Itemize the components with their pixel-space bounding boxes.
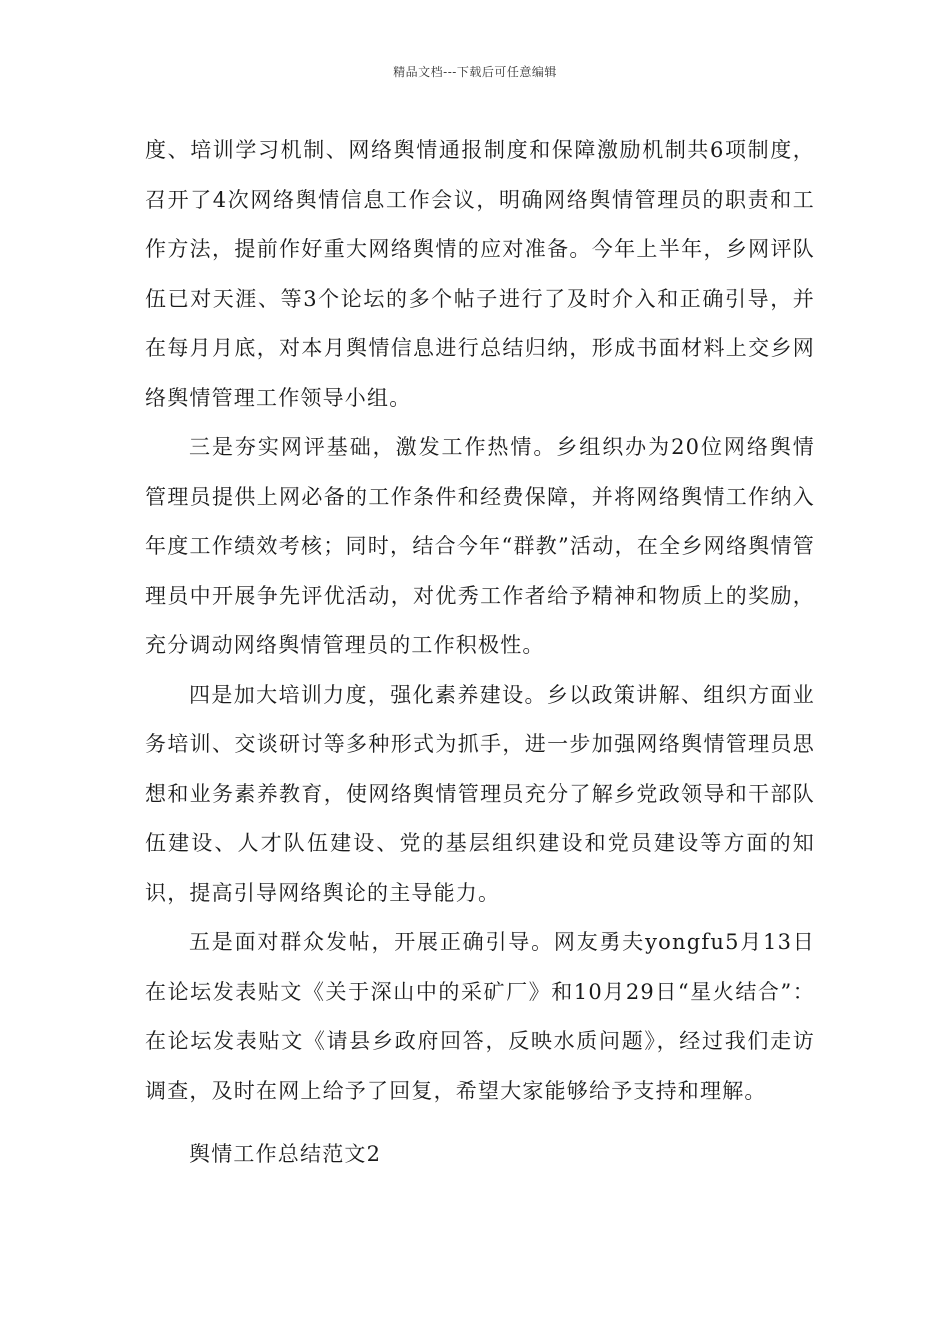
paragraph-continuation: 度、培训学习机制、网络舆情通报制度和保障激励机制共6项制度，召开了4次网络舆情信息工作会议，明确网络舆情管理员的职责和工作方法，提前作好重大网络舆情的应对准备。今年上半年，乡网评队伍已对天涯、等3个论坛的多个帖子进行了及时介入和正确引导，并在每月月底，对本月舆情信息进行总结归纳，形成书面材料上交乡网络舆情管理工作领导小组。 [145, 138, 815, 410]
paragraph-item-three: 三是夯实网评基础，激发工作热情。乡组织办为20位网络舆情管理员提供上网必备的工作条件和经费保障，并将网络舆情工作纳入年度工作绩效考核；同时，结合今年“群教”活动，在全乡网络舆情管理员中开展争先评优活动，对优秀工作者给予精神和物质上的奖励，充分调动网络舆情管理员的工作积极性。 [145, 435, 815, 657]
paragraph-item-four: 四是加大培训力度，强化素养建设。乡以政策讲解、组织方面业务培训、交谈研讨等多种形式为抓手，进一步加强网络舆情管理员思想和业务素养教育，使网络舆情管理员充分了解乡党政领导和干部队伍建设、人才队伍建设、党的基层组织建设和党员建设等方面的知识，提高引导网络舆论的主导能力。 [145, 682, 815, 905]
paragraph-item-five: 五是面对群众发帖，开展正确引导。网友勇夫yongfu5月13日在论坛发表贴文《关于深山中的采矿厂》和10月29日“星火结合”：在论坛发表贴文《请县乡政府回答，反映水质问题》，经过我们走访调查，及时在网上给予了回复，希望大家能够给予支持和理解。 [145, 930, 815, 1103]
section-title: 舆情工作总结范文2 [189, 1142, 382, 1166]
page-header: 精品文档---下载后可任意编辑 [393, 65, 557, 79]
document-body [145, 126, 815, 1180]
